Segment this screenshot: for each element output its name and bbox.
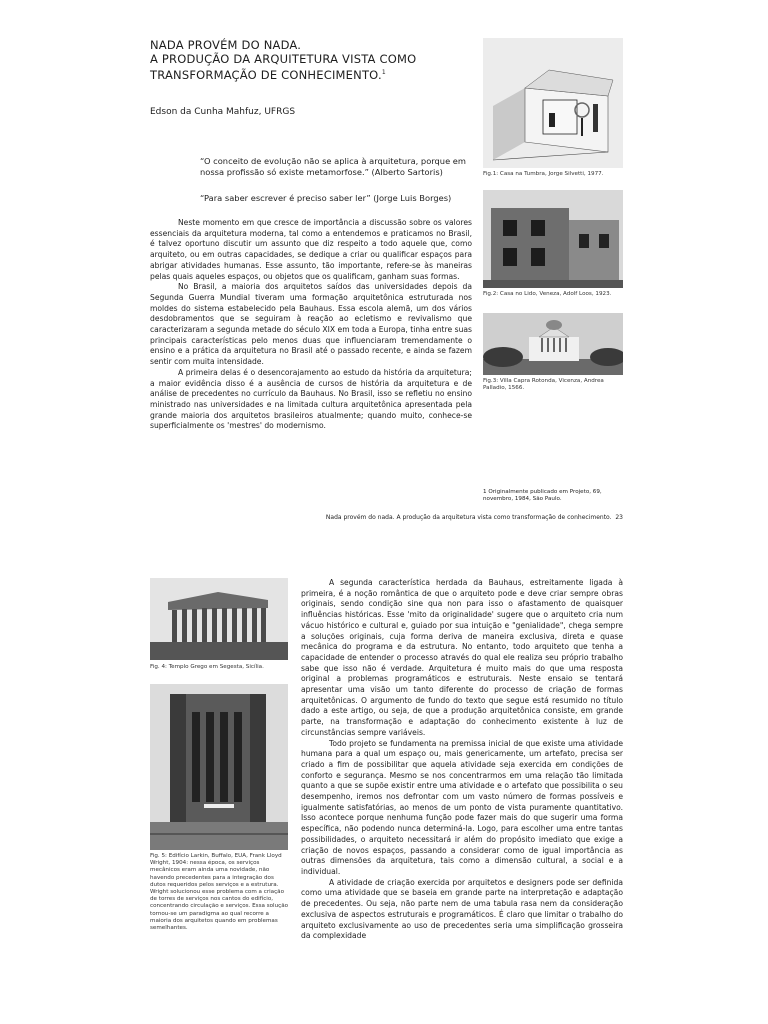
epigraph-borges: “Para saber escrever é preciso saber ler” (Jorge Luis Borges) (200, 193, 452, 203)
paragraph: No Brasil, a maioria dos arquitetos saídos das universidades depois da Segunda Guerra Mundial tiveram uma formação arquitetônica estruturada nos moldes do sistema estabelecido pela Bauhaus. Essa escola alemã, um dos vários desdobramentos que se seguiram à reação ao ecletismo e revivalismo que caracterizaram a segunda metade do século XIX em toda a Europa, tinha entre suas principais características pelo menos duas que influenciaram tremendamente o ensino e a prática da arquitetura no Brasil até o passado recente, e ainda se fazem sentir com muita intensidade. (150, 282, 472, 367)
running-footer-text: Nada provém do nada. A produção da arquitetura vista como transformação de conhecimento. (325, 514, 612, 521)
article-title (150, 38, 450, 82)
title-line: A PRODUÇÃO DA ARQUITETURA VISTA COMO (150, 52, 417, 66)
villa-photo-icon (483, 313, 623, 375)
building-photo-icon (483, 190, 623, 288)
epigraph-sartoris: “O conceito de evolução não se aplica à arquitetura, porque em nossa profissão só existe metamorfose.” (Alberto Sartoris) (200, 156, 466, 177)
running-footer (300, 514, 623, 521)
paragraph: A segunda característica herdada da Bauhaus, estreitamente ligada à primeira, é a noção romântica de que o arquiteto pode e deve criar sempre obras originais, sendo condição sine qua non para isso o afastamento de quaisquer influências históricas. Esse 'mito da originalidade' sugere que o arquiteto cria num vácuo histórico e cultural e, guiado por sua intuição e "genialidade", chega sempre a soluções originais, cuja forma deriva de maneira exclusiva, direta e quase mecânica do programa e da estrutura. No entanto, todo arquiteto que tenha a capacidade de entender o processo através do qual ele realiza seu próprio trabalho sabe que isso não é verdade. Arquitetura é muito mais do que uma resposta original a problemas programáticos e estruturais. Neste ensaio se tentará apresentar uma visão um tanto diferente do processo de criação de formas arquitetônicas. O argumento de fundo do texto que segue está resumido no título dado a este artigo, ou seja, de que a produção arquitetônica consiste, em grande parte, na transformação e adaptação do conhecimento existente à luz de circunstâncias sempre variáveis. (301, 578, 623, 737)
temple-photo-icon (150, 578, 288, 660)
house-drawing-icon (483, 38, 623, 168)
figure-casa-tumbra (483, 38, 623, 168)
figure-casa-lido (483, 190, 623, 288)
figure-villa-rotonda (483, 313, 623, 375)
paragraph: A atividade de criação exercida por arquitetos e designers pode ser definida como uma atividade que se baseia em grande parte na interpretação e adaptação de precedentes. Ou seja, não parte nem de uma tabula rasa nem da consideração exclusiva de aspectos estruturais e programáticos. É claro que limitar o trabalho do arquiteto exclusivamente ao uso de precedentes seria uma simplificação grosseira da complexidade (301, 877, 623, 941)
paragraph: Todo projeto se fundamenta na premissa inicial de que existe uma atividade humana para a qual um espaço ou, mais genericamente, um artefato, precisa ser criado a fim de possibilitar que aquela atividade seja exercida em condições de conforto e segurança. Mesmo se nos concentrarmos em uma relação tão limitada quanto a que se supõe existir entre uma atividade e o artefato que possibilita o seu desempenho, iremos nos defrontar com um vasto número de formas possíveis e igualmente satisfatórias, ao menos de um ponto de vista puramente quantitativo. Isso acontece porque nenhuma função pode fazer mais do que sugerir uma forma específica, não podendo nunca determiná-la. Logo, para escolher uma entre tantas possibilidades, o arquiteto necessitará ir além do propósito imediato que exige a criação de novos espaços, passando a considerar como de igual importância as outras dimensões da arquitetura, tais como a dimensão cultural, a social e a individual. (301, 738, 623, 876)
figure-caption: Fig.1: Casa na Tumbra, Jorge Silvetti, 1977. (483, 171, 604, 177)
figure-caption: Fig. 4: Templo Grego em Segesta, Sicília. (150, 664, 264, 670)
paragraph: Neste momento em que cresce de importância a discussão sobre os valores essenciais da arquitetura moderna, tal como a entendemos e praticamos no Brasil, é talvez oportuno discutir um assunto que diz respeito a todo aquele que, como arquiteto, ou em outras capacidades, se dedique a criar ou qualificar espaços para abrigar atividades humanas. Esse assunto, tão importante, refere-se às maneiras pelas quais aqueles espaços, ou objetos que os qualificam, ganham suas formas. (150, 218, 472, 281)
title-line (150, 66, 450, 82)
title-footnote-mark: 1 (381, 69, 386, 76)
figure-templo-segesta (150, 578, 288, 660)
title-line: NADA PROVÉM DO NADA. (150, 38, 302, 52)
author-line: Edson da Cunha Mahfuz, UFRGS (150, 107, 296, 117)
figure-caption: Fig. 5: Edifício Larkin, Buffalo, EUA, Frank Lloyd Wright, 1904: nessa época, os serviços mecânicos eram ainda uma novidade, não havendo precedentes para a integração dos dutos requeridos pelos serviços e a estrutura. Wright solucionou esse problema com a criação de torres de serviços nos cantos do edifício, concentrando circulação e serviços. Essa solução tornou-se um paradigma ao qual recorre a maioria dos arquitetos quando em problemas semelhantes. (150, 853, 289, 932)
page1-body (150, 218, 472, 432)
footnote: 1 Originalmente publicado em Projeto, 69, novembro, 1984, São Paulo. (483, 489, 602, 503)
figure-caption: Fig.2: Casa no Lido, Veneza, Adolf Loos, 1923. (483, 291, 612, 297)
larkin-photo-icon (150, 684, 288, 850)
title-line-text: TRANSFORMAÇÃO DE CONHECIMENTO. (150, 67, 382, 82)
paragraph: A primeira delas é o desencorajamento ao estudo da história da arquitetura; a maior evidência disso é a ausência de cursos de história da arquitetura e de análise de precedentes no currículo da Bauhaus. No Brasil, isso se refletiu no ensino ministrado nas universidades e na limitada cultura arquitetônica apresentada pela grande maioria dos arquitetos brasileiros atualmente; quando muito, conhece-se superficialmente os 'mestres' do modernismo. (150, 367, 472, 431)
page2-body (301, 578, 623, 1024)
page-number: 23 (615, 514, 623, 521)
figure-caption: Fig.3: Villa Capra Rotonda, Vicenza, Andrea Palladio, 1566. (483, 378, 604, 392)
figure-larkin-building (150, 684, 288, 850)
